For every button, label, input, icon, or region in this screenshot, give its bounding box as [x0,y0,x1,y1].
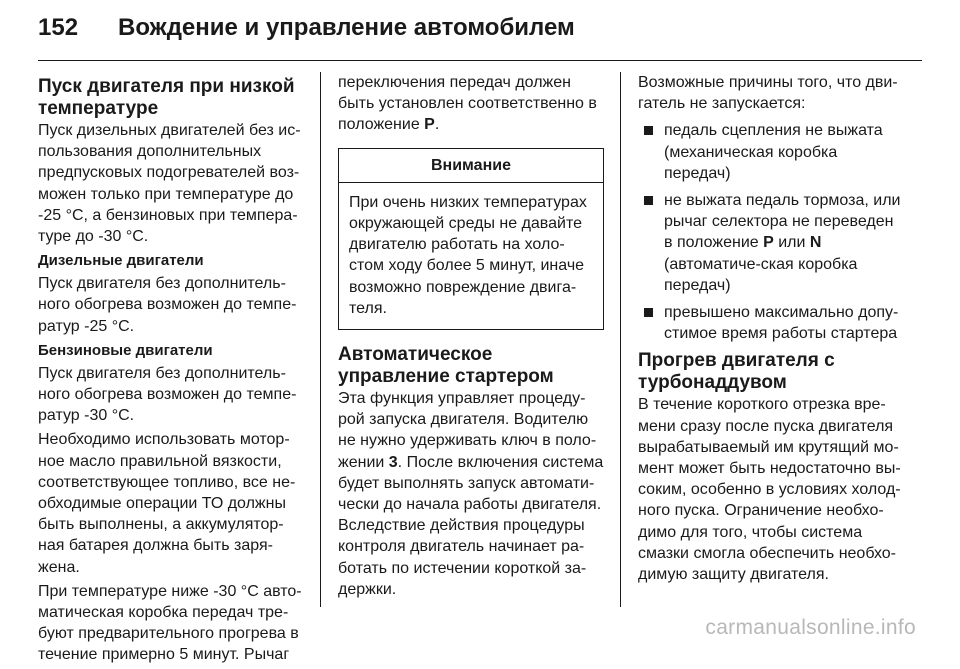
text-run: . [434,116,440,134]
square-bullet-icon [644,308,653,317]
square-bullet-icon [644,126,653,135]
page-number: 152 [38,14,79,41]
caution-box [338,148,604,330]
caution-title: Внимание [339,149,603,183]
column-divider [620,72,621,607]
subheading-petrol: Бензиновые двигатели [38,341,213,359]
caution-text: При очень низких температурах окружающей среды не давайте двигателю работать на холо-стом ходу более 5 минут, иначе возможно повреждение двига-теля. [349,193,587,317]
paragraph: Необходимо использовать мотор-ное масло правильной вязкости, соответствующее топливо, все не-обходимые операции ТО должны быть выполнены, а аккумулятор-ная батарея должна быть заря-жена. [38,431,296,576]
section-heading-cold-start: Пуск двигателя при низкой температуре [38,76,295,119]
square-bullet-icon [644,196,653,205]
text-run: . После включения система будет выполнять запуск автомати-чески до начала работы двигателя. Вследствие действия процедуры контроля двигатель начинает ра-ботать по истечении короткой за-держки. [338,453,604,598]
key-position-3: 3 [388,453,398,471]
column-right [638,72,904,588]
paragraph [338,72,604,136]
page-title: Вождение и управление автомобилем [118,14,575,41]
section-heading-turbo-warmup: Прогрев двигателя с турбонаддувом [638,350,835,394]
gear-position-p: P [424,116,435,134]
column-divider [320,72,321,607]
list-item-text: превышено максимально допу-стимое время работы стартера [664,304,899,343]
paragraph: Пуск двигателя без дополнитель-ного обогрева возможен до темпе-ратур -30 °C. [38,364,297,425]
gear-position-p: P [763,234,774,252]
list-item-text: (автоматиче-ская коробка передач) [664,255,858,294]
paragraph: Возможные причины того, что дви-гатель не запускается: [638,74,898,113]
list-item-text: педаль сцепления не выжата (механическая коробка передач) [664,122,883,182]
section-heading-autostart: Автоматическое управление стартером [338,344,554,388]
header-rule [38,60,922,61]
column-middle [338,72,604,603]
watermark: carmanualsonline.info [705,616,916,639]
list-item [638,302,904,344]
paragraph: Пуск двигателя без дополнитель-ного обогрева возможен до темпе-ратур -25 °C. [38,275,297,335]
text-run: переключения передач должен быть установлен соответственно в положение [338,74,597,134]
paragraph: Пуск дизельных двигателей без ис-пользования дополнительных предпусковых подогревателей воз-можен только при температуре до -25 °C, а бензиновых при темпера-туре до -30 °C. [38,122,301,246]
list-item [638,120,904,184]
list-item-text: или [773,234,810,252]
subheading-diesel: Дизельные двигатели [38,252,204,270]
paragraph [338,388,604,600]
paragraph: При температуре ниже -30 °C авто-матическая коробка передач тре-буют предварительного прогрева в течение примерно 5 минут. Рычаг [38,582,302,664]
gear-position-n: N [809,234,822,252]
bullet-list [638,120,904,344]
page-header [38,14,922,54]
list-item [638,190,904,296]
paragraph: В течение короткого отрезка вре-мени сразу после пуска двигателя вырабатываемый им крутящий мо-мент может быть недостаточно вы-соким, особенно в условиях холод-ного пуска. Ограничение необхо-димо для того, чтобы система смазки смогла обеспечить необхо-димую защиту двигателя. [638,396,901,584]
text-run: Эта функция управляет процеду-рой запуска двигателя. Водителю не нужно удерживать ключ в поло-жении [338,390,597,471]
list-item-text: не выжата педаль тормоза, или рычаг селектора не переведен в положение [664,192,901,252]
column-left [38,72,304,669]
